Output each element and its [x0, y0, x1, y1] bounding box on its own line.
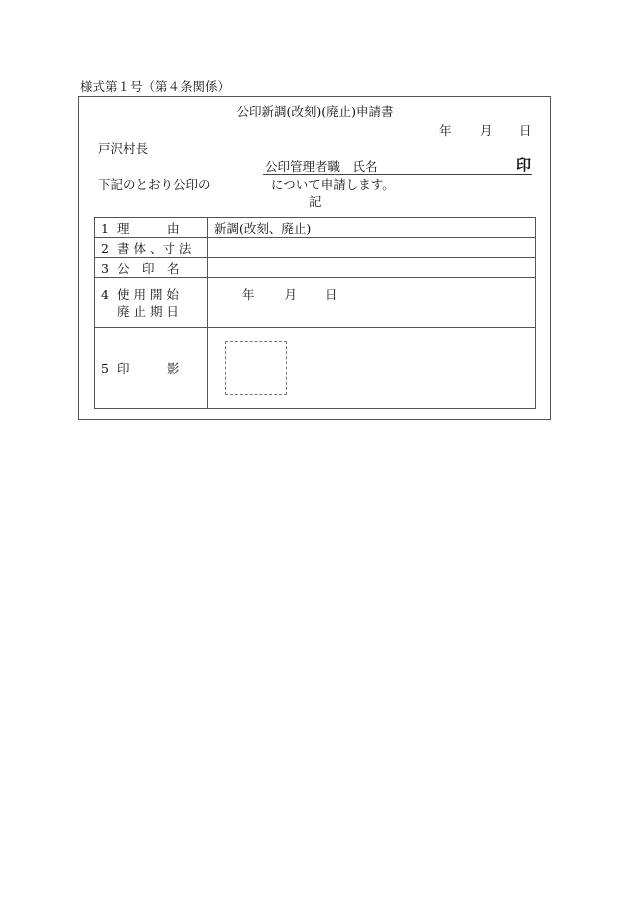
- date-day: 日: [519, 123, 532, 138]
- document-title: 公印新調(改刻)(廃止)申請書: [236, 104, 394, 119]
- row-number: 1: [101, 220, 109, 236]
- table-row: [95, 278, 536, 328]
- form-number-label: 様式第１号（第４条関係）: [80, 79, 231, 94]
- row-number: 2: [101, 240, 109, 256]
- statement-part1: 下記のとおり公印の: [98, 177, 211, 192]
- row-number: 4: [101, 286, 109, 302]
- row-label-text: 公 印 名: [117, 260, 180, 276]
- ki-heading: 記: [309, 194, 322, 209]
- row-number: 5: [101, 361, 109, 376]
- row-label: [95, 258, 208, 278]
- detail-table: [94, 217, 536, 409]
- applicant-label: 公印管理者職 氏名: [265, 159, 378, 174]
- row-label-text: 書 体 、寸 法: [117, 240, 192, 256]
- row-label-text: 理 由: [117, 220, 180, 236]
- row-value-typeface-size[interactable]: [208, 238, 536, 258]
- date-month: 月: [480, 123, 493, 138]
- recipient: 戸沢村長: [98, 141, 149, 156]
- row-value-seal-impression[interactable]: [208, 328, 536, 409]
- use-date-month: 月: [284, 287, 298, 302]
- row-label: [95, 218, 208, 238]
- row-value-reason[interactable]: 新調(改刻、廃止): [208, 218, 536, 238]
- row-label: [95, 328, 208, 409]
- table-row: [95, 218, 536, 238]
- row-label: [95, 278, 208, 328]
- row-label-text: 印 影: [117, 361, 180, 376]
- signature-line: [263, 174, 532, 175]
- table-row: [95, 258, 536, 278]
- date-year: 年: [439, 123, 452, 138]
- row-number: 3: [101, 260, 109, 276]
- use-date-day: 日: [325, 287, 338, 302]
- table-row: [95, 328, 536, 409]
- use-date-year: 年: [242, 287, 255, 302]
- statement-part2: について申請します。: [271, 177, 395, 192]
- row-value-date[interactable]: [208, 278, 536, 328]
- row-value-seal-name[interactable]: [208, 258, 536, 278]
- row-label-text-2: 廃 止 期 日: [117, 303, 179, 319]
- row-label-text: 使 用 開 始: [117, 286, 179, 302]
- table-row: [95, 238, 536, 258]
- seal-impression-box[interactable]: [225, 341, 287, 395]
- row-label: [95, 238, 208, 258]
- seal-mark: 印: [516, 156, 532, 174]
